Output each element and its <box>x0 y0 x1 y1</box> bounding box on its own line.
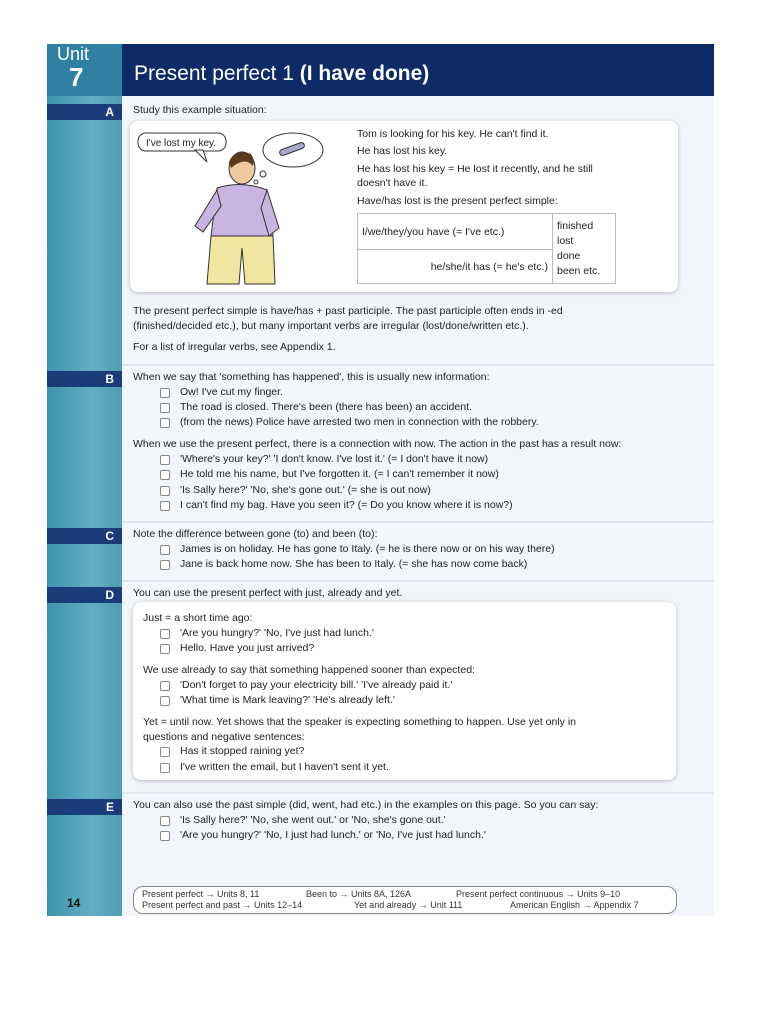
cross-reference-link[interactable]: Present perfect continuous → Units 9–10 <box>456 889 621 899</box>
section-b-intro: When we say that 'something has happened', this is usually new information: <box>133 371 490 383</box>
section-letter: C <box>105 529 114 543</box>
explanation-line: He has lost his key = He lost it recently, and he still <box>357 163 593 175</box>
man-looking-illustration <box>135 128 325 286</box>
divider <box>122 364 714 366</box>
cross-reference-link[interactable]: Yet and already → Unit 111 <box>354 900 463 910</box>
bullet-icon <box>160 501 170 511</box>
participles-cell <box>553 214 616 284</box>
example-sentence: He told me his name, but I've forgotten it. (= I can't remember it now) <box>180 468 499 480</box>
definition: We use already to say that something happened sooner than expected: <box>143 664 475 676</box>
explanation-line: He has lost his key. <box>357 145 448 157</box>
example-sentence: The road is closed. There's been (there has been) an accident. <box>180 401 472 413</box>
definition: Just = a short time ago: <box>143 612 253 624</box>
example-sentence: 'Don't forget to pay your electricity bill.' 'I've already paid it.' <box>180 679 453 691</box>
section-b-intro-2: When we use the present perfect, there is a connection with now. The action in the past has a result now: <box>133 438 622 450</box>
example-sentence: Hello. Have you just arrived? <box>180 642 315 654</box>
cross-reference-link[interactable]: Present perfect → Units 8, 11 <box>142 889 260 899</box>
bullet-icon <box>160 403 170 413</box>
page-title <box>134 62 429 86</box>
unit-word: Unit <box>57 44 90 64</box>
bullet-icon <box>160 644 170 654</box>
unit-number: 7 <box>69 62 84 92</box>
table-cell: I/we/they/you have (= I've etc.) <box>358 214 553 250</box>
cross-reference-link[interactable]: American English → Appendix 7 <box>510 900 639 910</box>
section-letter: A <box>105 105 114 119</box>
example-sentence: 'Is Sally here?' 'No, she's gone out.' (= she is out now) <box>180 484 431 496</box>
participle: finished <box>557 219 594 232</box>
bullet-icon <box>160 545 170 555</box>
explanation-line: doesn't have it. <box>357 177 428 189</box>
divider <box>122 580 714 582</box>
title-main: Present perfect 1 <box>134 62 300 85</box>
participle: been etc. <box>557 264 601 277</box>
example-sentence: 'What time is Mark leaving?' 'He's already left.' <box>180 694 395 706</box>
paragraph: (finished/decided etc.), but many important verbs are irregular (lost/done/written etc.). <box>133 320 529 332</box>
page-number: 14 <box>67 896 81 910</box>
bullet-icon <box>160 418 170 428</box>
example-sentence: (from the news) Police have arrested two men in connection with the robbery. <box>180 416 539 428</box>
example-sentence: I can't find my bag. Have you seen it? (= Do you know where it is now?) <box>180 499 513 511</box>
example-sentence: Jane is back home now. She has been to Italy. (= she has now come back) <box>180 558 528 570</box>
example-sentence: I've written the email, but I haven't sent it yet. <box>180 761 389 773</box>
section-tab-d <box>47 587 122 603</box>
table-cell: he/she/it has (= he's etc.) <box>358 250 553 284</box>
cross-reference-link[interactable]: Been to → Units 8A, 126A <box>306 889 412 899</box>
speech-bubble-text: I've lost my key. <box>146 138 217 149</box>
title-bold: (I have done) <box>299 62 430 85</box>
example-sentence: James is on holiday. He has gone to Italy. (= he is there now or on his way there) <box>180 543 555 555</box>
have-has-table <box>357 213 616 284</box>
example-sentence: 'Where's your key?' 'I don't know. I've lost it.' (= I don't have it now) <box>180 453 489 465</box>
example-sentence: Ow! I've cut my finger. <box>180 386 283 398</box>
unit-badge <box>47 44 122 96</box>
bullet-icon <box>160 470 170 480</box>
bullet-icon <box>160 486 170 496</box>
bullet-icon <box>160 560 170 570</box>
explanation-line: Tom is looking for his key. He can't find it. <box>357 128 549 140</box>
participle: done <box>557 249 581 262</box>
bullet-icon <box>160 763 170 773</box>
example-sentence: Has it stopped raining yet? <box>180 745 305 757</box>
section-a-intro: Study this example situation: <box>133 104 267 116</box>
bullet-icon <box>160 388 170 398</box>
bullet-icon <box>160 681 170 691</box>
section-tab-a <box>47 104 122 120</box>
example-sentence: 'Are you hungry?' 'No, I've just had lunch.' <box>180 627 374 639</box>
example-sentence: 'Is Sally here?' 'No, she went out.' or 'No, she's gone out.' <box>180 814 446 826</box>
section-letter: E <box>105 800 114 814</box>
cross-reference-box <box>133 886 677 914</box>
left-sidebar <box>47 44 122 916</box>
paragraph: For a list of irregular verbs, see Appendix 1. <box>133 341 336 353</box>
section-letter: B <box>105 372 114 386</box>
section-tab-e <box>47 799 122 815</box>
definition: Yet = until now. Yet shows that the speaker is expecting something to happen. Use yet only in <box>143 716 577 728</box>
bullet-icon <box>160 831 170 841</box>
bullet-icon <box>160 816 170 826</box>
divider <box>122 521 714 523</box>
cross-reference-link[interactable]: Present perfect and past → Units 12–14 <box>142 900 303 910</box>
section-letter: D <box>105 588 114 602</box>
divider <box>122 792 714 794</box>
section-c-intro: Note the difference between gone (to) and been (to): <box>133 528 378 540</box>
example-sentence: 'Are you hungry?' 'No, I just had lunch.' or 'No, I've just had lunch.' <box>180 829 486 841</box>
definition: questions and negative sentences: <box>143 731 305 743</box>
section-e-intro: You can also use the past simple (did, went, had etc.) in the examples on this page. So you can say: <box>133 799 599 811</box>
section-tab-c <box>47 528 122 544</box>
bullet-icon <box>160 696 170 706</box>
bullet-icon <box>160 747 170 757</box>
explanation-line: Have/has lost is the present perfect simple: <box>357 195 558 207</box>
bullet-icon <box>160 455 170 465</box>
paragraph: The present perfect simple is have/has + past participle. The past participle often ends in -ed <box>133 305 563 317</box>
section-tab-b <box>47 371 122 387</box>
section-d-intro: You can use the present perfect with just, already and yet. <box>133 587 403 599</box>
bullet-icon <box>160 629 170 639</box>
participle: lost <box>557 234 574 247</box>
